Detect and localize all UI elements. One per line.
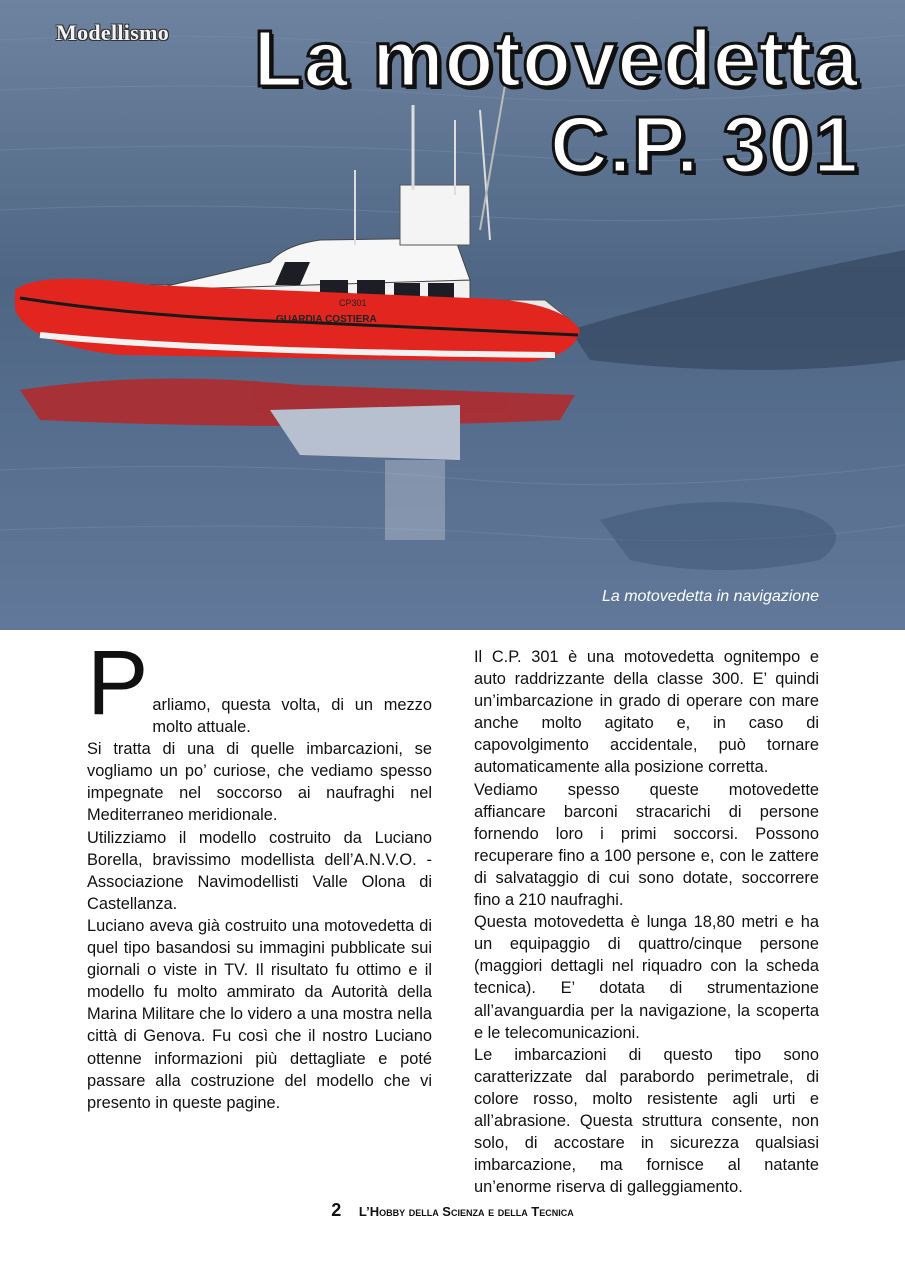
article-column-right: [474, 646, 819, 1198]
page-number: 2: [331, 1200, 342, 1220]
drop-cap: P: [87, 632, 149, 734]
paragraph: Le imbarcazioni di questo tipo sono caratterizzate dal parabordo perimetrale, di colore rosso, molto resistente agli urti e all’abrasione. Questa struttura consente, non solo, di accostare in sicurezza qualsiasi imbarcazione, ma fornisce al natante un’enorme riserva di galleggiamento.: [474, 1045, 819, 1197]
hero-photo: [0, 0, 905, 630]
paragraph: Questa motovedetta è lunga 18,80 metri e ha un equipaggio di quattro/cinque persone (maggiori dettagli nel riquadro con la scheda tecnica). E’ dotata di strumentazione all’avanguardia per la navigazione, la scoperta e le telecomunicazioni.: [474, 913, 819, 1042]
page-footer: [0, 1200, 905, 1221]
title-line-2: C.P. 301: [550, 100, 859, 189]
section-label: Modellismo: [56, 20, 169, 45]
photo-caption: La motovedetta in navigazione: [601, 588, 819, 605]
paragraph: Il C.P. 301 è una motovedetta ognitempo e auto raddrizzante della classe 300. E’ quindi un’imbarcazione in grado di operare con mare anche molto agitato e, in caso di capovolgimento accidentale, può tornare automaticamente alla posizione corretta.: [474, 648, 819, 777]
hull-name: GUARDIA COSTIERA: [276, 314, 377, 325]
magazine-name: L’Hobby della Scienza e della Tecnica: [358, 1204, 574, 1219]
paragraph: Utilizziamo il modello costruito da Luciano Borella, bravissimo modellista dell’A.N.V.O. - Associazione Navimodellisti Valle Olona di Castellanza.: [87, 828, 432, 913]
paragraph: Si tratta di una di quelle imbarcazioni, se vogliamo un po’ curiose, che vediamo spesso impegnate nel soccorso ai naufraghi nel Mediterraneo meridionale.: [87, 740, 432, 825]
title-line-1: La motovedetta: [253, 14, 859, 103]
paragraph: arliamo, questa volta, di un mezzo molto attuale.: [152, 696, 432, 737]
article-column-left: [87, 632, 432, 1114]
paragraph: Vediamo spesso queste motovedette affiancare barconi stracarichi di persone fornendo loro i primi soccorsi. Possono recuperare fino a 100 persone e, con le zattere di salvataggio di cui sono dotate, soccorrere fino a 210 naufraghi.: [474, 780, 819, 910]
paragraph: Luciano aveva già costruito una motovedetta di quel tipo basandosi su immagini pubblicate sui giornali o viste in TV. Il risultato fu ottimo e il modello fu molto ammirato da Autorità della Marina Militare che lo videro a una mostra nella città di Genova. Fu così che il nostro Luciano ottenne informazioni più dettagliate e poté passare alla costruzione del modello che vi presento in queste pagine.: [87, 916, 432, 1112]
hull-number: CP301: [339, 298, 367, 308]
article-title: [254, 16, 859, 188]
